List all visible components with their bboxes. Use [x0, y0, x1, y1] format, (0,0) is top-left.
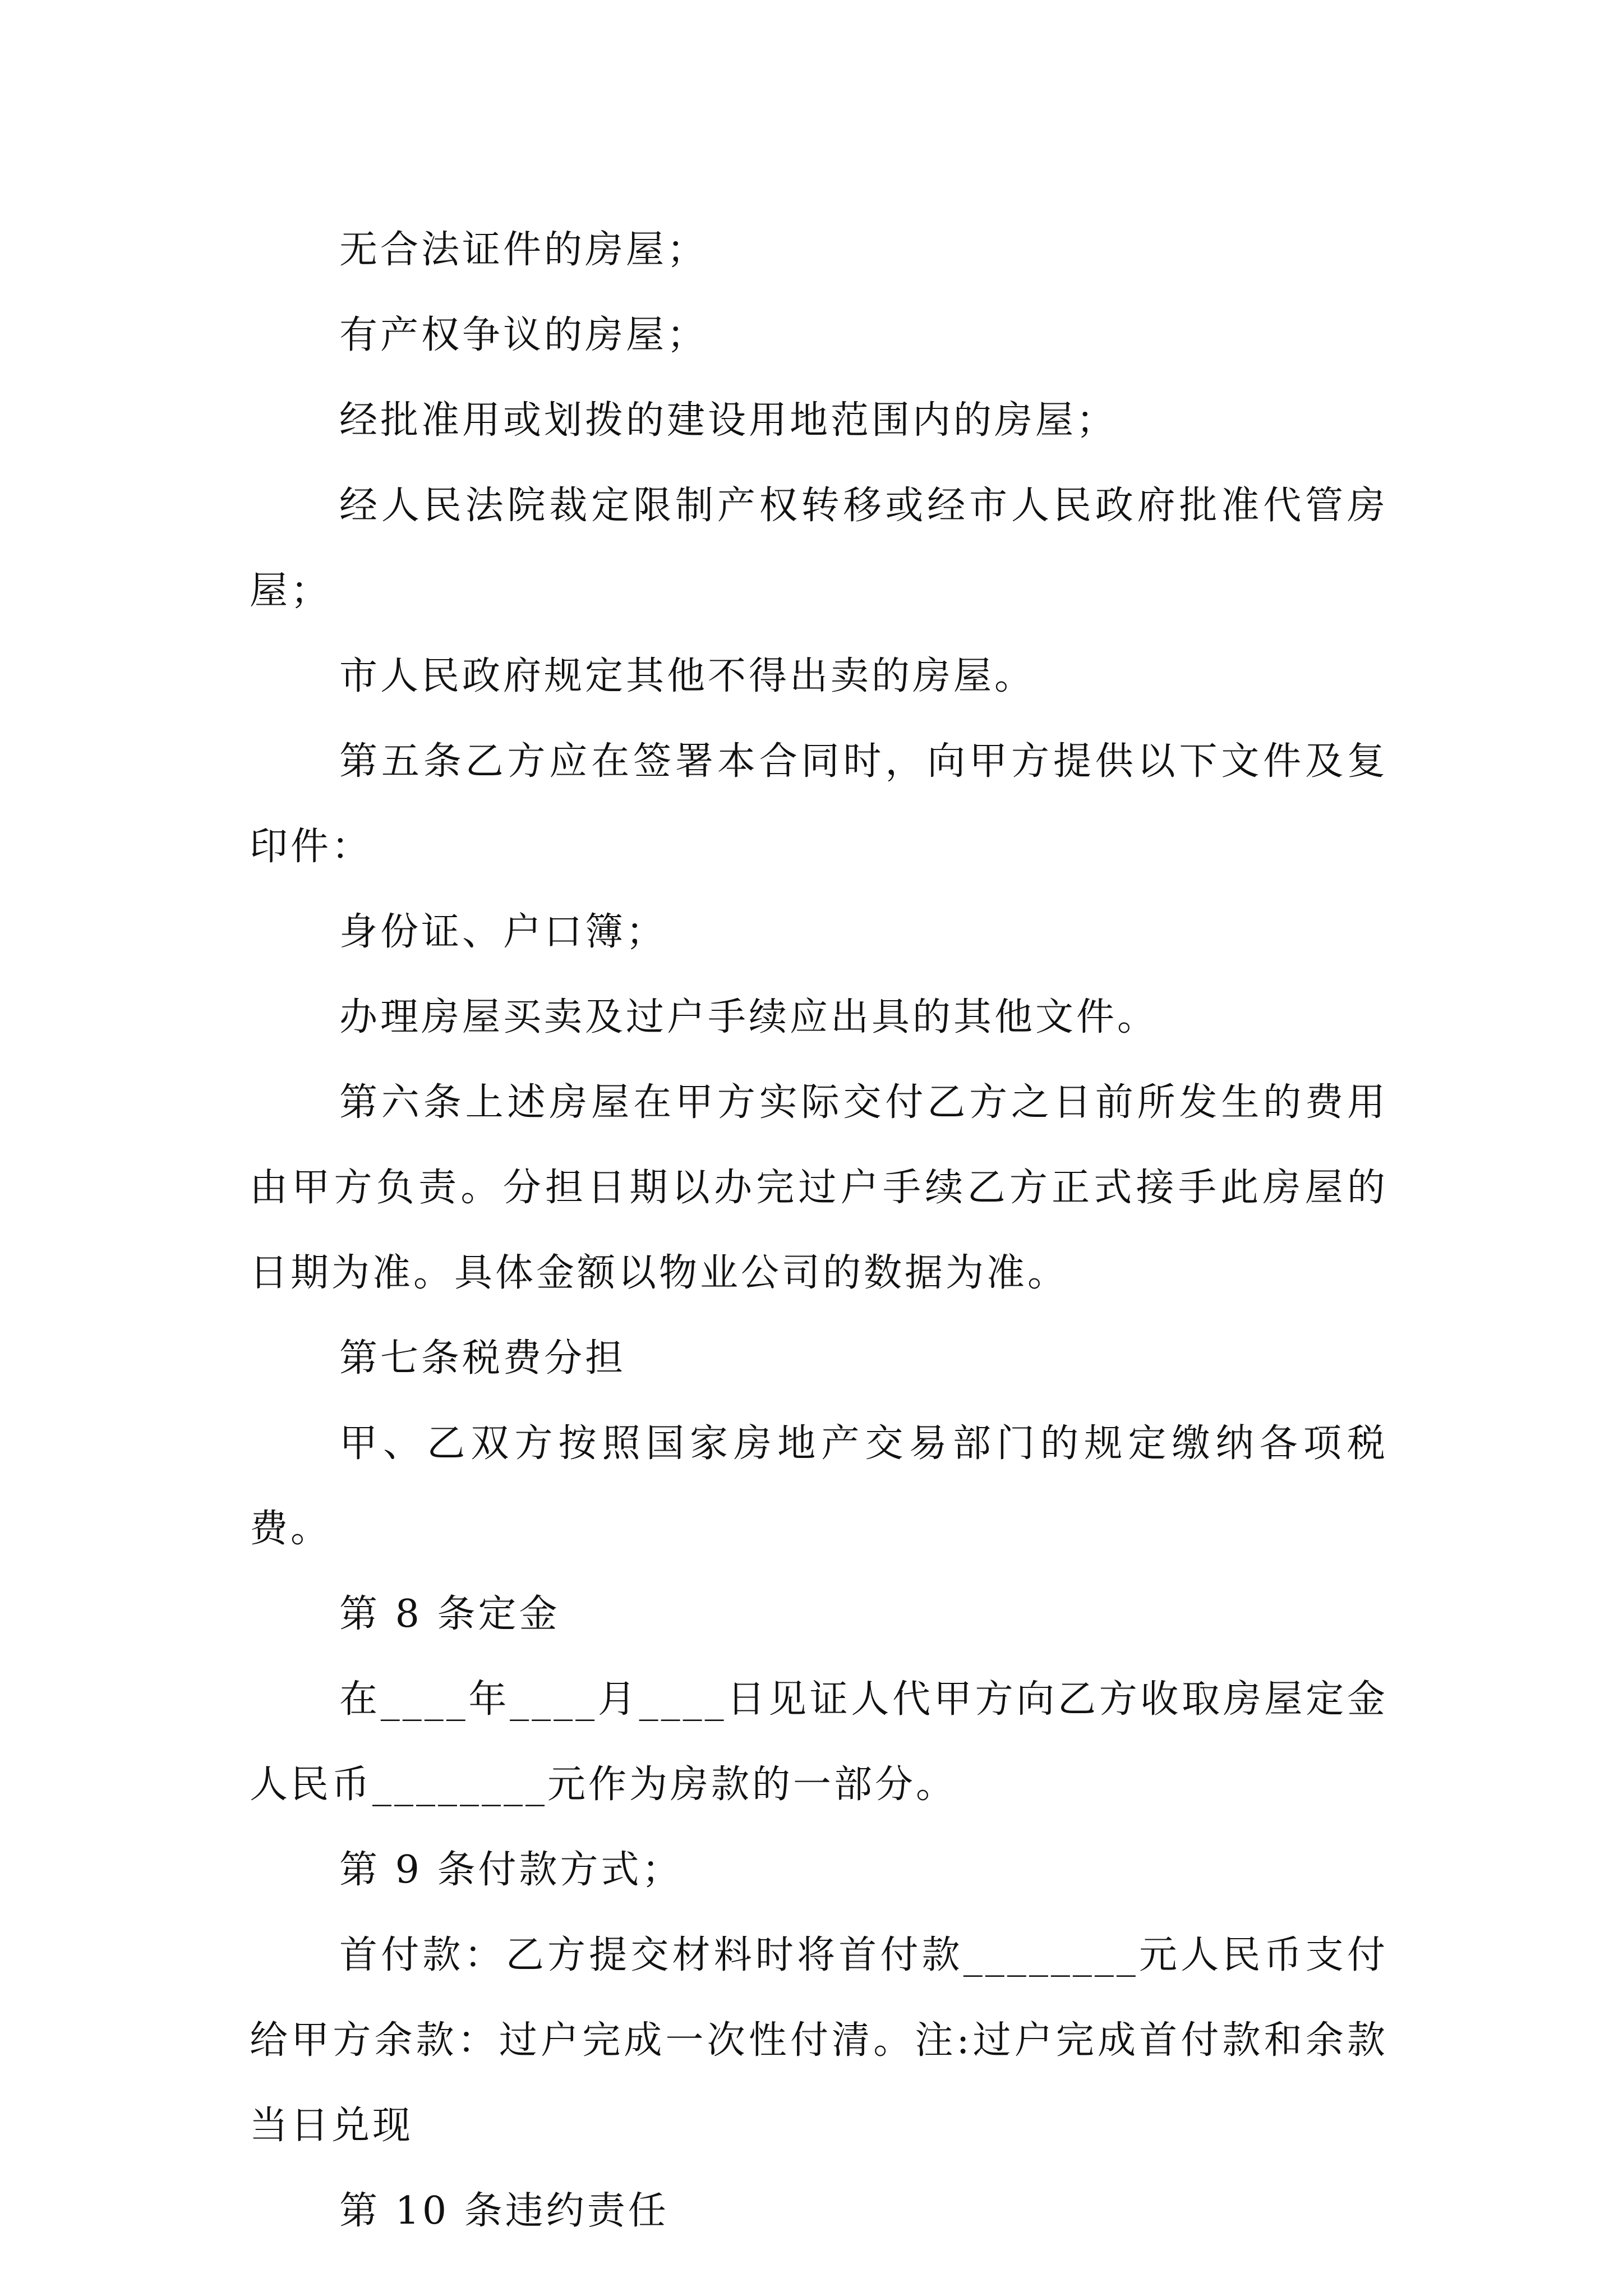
paragraph-court-restriction: 经人民法院裁定限制产权转移或经市人民政府批准代管房屋；	[250, 484, 1388, 613]
paragraph-article-6: 第六条上述房屋在甲方实际交付乙方之日前所发生的费用由甲方负责。分担日期以办完过户手续乙方正式接手此房屋的日期为准。具体金额以物业公司的数据为准。	[250, 1080, 1388, 1295]
paragraph-allocated-land: 经批准用或划拨的建设用地范围内的房屋；	[339, 398, 1118, 443]
document-body	[250, 208, 1388, 2254]
heading-article-9: 第 9 条付款方式；	[339, 1848, 683, 1892]
paragraph-id-hukou: 身份证、户口簿；	[339, 910, 667, 954]
heading-article-8: 第 8 条定金	[339, 1592, 560, 1636]
heading-article-7: 第七条税费分担	[339, 1336, 626, 1381]
paragraph-deposit: 在____年____月____日见证人代甲方向乙方收取房屋定金人民币________元作为房款的一部分。	[250, 1677, 1388, 1807]
paragraph-other-prohibited: 市人民政府规定其他不得出卖的房屋。	[339, 654, 1036, 698]
paragraph-tax-payment: 甲、乙双方按照国家房地产交易部门的规定缴纳各项税费。	[250, 1421, 1388, 1551]
paragraph-no-legal-certificate: 无合法证件的房屋；	[339, 228, 708, 272]
paragraph-down-payment: 首付款：乙方提交材料时将首付款________元人民币支付给甲方余款：过户完成一次性付清。注:过户完成首付款和余款当日兑现	[250, 1933, 1388, 2148]
paragraph-article-5: 第五条乙方应在签署本合同时，向甲方提供以下文件及复印件：	[250, 739, 1388, 869]
paragraph-property-dispute: 有产权争议的房屋；	[339, 313, 708, 357]
paragraph-other-documents: 办理房屋买卖及过户手续应出具的其他文件。	[339, 995, 1159, 1039]
heading-article-10: 第 10 条违约责任	[339, 2189, 669, 2233]
